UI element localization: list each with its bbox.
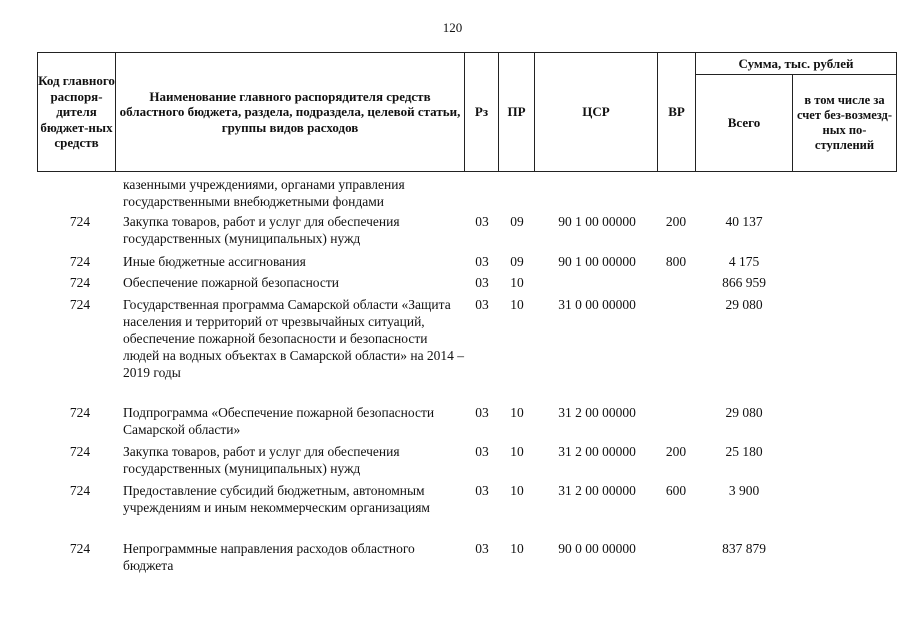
continuation-text: казенными учреждениями, органами управления государственными внебюджетными фондами (123, 177, 405, 209)
row-5-code: 724 (69, 405, 91, 420)
row-4-total: 29 080 (725, 297, 763, 312)
row-5-name: Подпрограмма «Обеспечение пожарной безопасности Самарской области» (123, 405, 435, 437)
header-rz: Рз (474, 104, 489, 120)
header-incl-free: в том числе за счет без-возмезд-ных по-ступлений (796, 93, 893, 152)
row-7-vr: 600 (665, 483, 687, 498)
row-8-rz: 03 (475, 541, 489, 556)
row-2-pr: 09 (510, 254, 524, 269)
header-sum: Сумма, тыс. рублей (738, 55, 854, 71)
page-number: 120 (442, 20, 463, 35)
row-3-rz: 03 (475, 275, 489, 290)
row-7-csr: 31 2 00 00000 (558, 483, 636, 498)
row-5-csr: 31 2 00 00000 (558, 405, 636, 420)
row-2-csr: 90 1 00 00000 (558, 254, 636, 269)
row-2-code: 724 (69, 254, 91, 269)
row-6-rz: 03 (475, 444, 489, 459)
row-7-name: Предоставление субсидий бюджетным, автономным учреждениям и иным некоммерческим организациям (123, 483, 430, 515)
header-total: Всего (727, 115, 761, 131)
row-7-code: 724 (69, 483, 91, 498)
header-code: Код главного распоря-дителя бюджет-ных средств (38, 73, 115, 151)
row-8-name: Непрограммные направления расходов областного бюджета (123, 541, 415, 573)
row-6-vr: 200 (665, 444, 687, 459)
header-csr: ЦСР (582, 104, 610, 120)
row-2-name: Иные бюджетные ассигнования (123, 254, 306, 269)
row-1-csr: 90 1 00 00000 (558, 214, 636, 229)
row-6-total: 25 180 (725, 444, 763, 459)
header-name: Наименование главного распорядителя средств областного бюджета, раздела, подраздела, целевой статьи, группы видов расходов (119, 88, 461, 135)
row-7-total: 3 900 (728, 483, 760, 498)
row-4-name: Государственная программа Самарской области «Защита населения и территорий от чрезвычайных ситуаций, обеспечение пожарной безопасности и безопасности людей на водных объектах в Самарской области» на 2014 – 2019 годы (123, 297, 465, 380)
row-1-total: 40 137 (725, 214, 763, 229)
row-4-code: 724 (69, 297, 91, 312)
row-2-total: 4 175 (728, 254, 760, 269)
row-5-total: 29 080 (725, 405, 763, 420)
row-5-rz: 03 (475, 405, 489, 420)
row-6-name: Закупка товаров, работ и услуг для обеспечения государственных (муниципальных) нужд (123, 444, 400, 476)
row-4-csr: 31 0 00 00000 (558, 297, 636, 312)
header-pr: ПР (507, 104, 526, 120)
row-2-rz: 03 (475, 254, 489, 269)
row-3-code: 724 (69, 275, 91, 290)
row-4-rz: 03 (475, 297, 489, 312)
row-3-pr: 10 (510, 275, 524, 290)
row-8-code: 724 (69, 541, 91, 556)
row-8-total: 837 879 (722, 541, 766, 556)
row-1-name: Закупка товаров, работ и услуг для обеспечения государственных (муниципальных) нужд (123, 214, 400, 246)
row-6-csr: 31 2 00 00000 (558, 444, 636, 459)
row-3-name: Обеспечение пожарной безопасности (123, 275, 340, 290)
row-8-csr: 90 0 00 00000 (558, 541, 636, 556)
row-1-pr: 09 (510, 214, 524, 229)
row-4-pr: 10 (510, 297, 524, 312)
row-1-vr: 200 (665, 214, 687, 229)
row-6-pr: 10 (510, 444, 524, 459)
row-8-pr: 10 (510, 541, 524, 556)
table-header (37, 52, 897, 172)
row-7-rz: 03 (475, 483, 489, 498)
row-2-vr: 800 (665, 254, 687, 269)
row-3-total: 866 959 (722, 275, 766, 290)
header-vr: ВР (668, 104, 685, 120)
row-1-rz: 03 (475, 214, 489, 229)
row-5-pr: 10 (510, 405, 524, 420)
row-6-code: 724 (69, 444, 91, 459)
row-1-code: 724 (69, 214, 91, 229)
row-7-pr: 10 (510, 483, 524, 498)
